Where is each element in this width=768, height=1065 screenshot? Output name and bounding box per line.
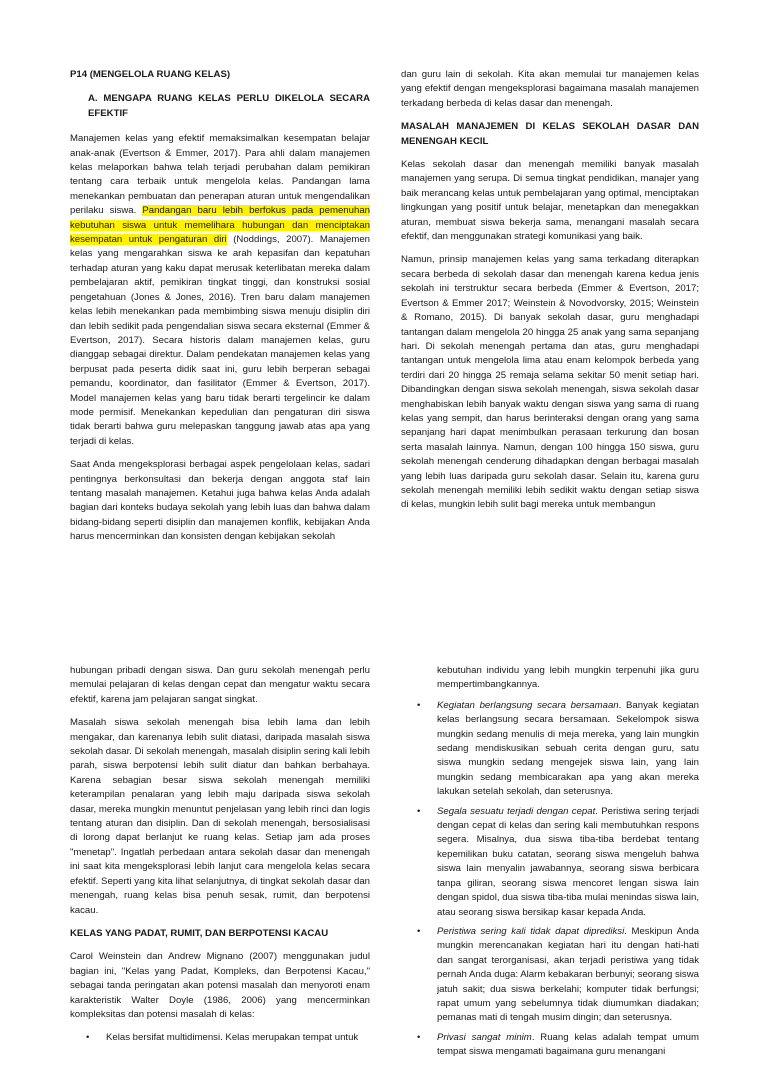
bullet-icon: • — [86, 1032, 90, 1044]
page-bottom — [0, 655, 768, 1058]
bullet-icon: • — [417, 805, 421, 817]
paragraph: hubungan pribadi dengan siswa. Dan guru sekolah menengah perlu memulai pelajaran di kelas dengan cepat dan mengatur waktu secara efektif, karena jam pelajaran sangat singkat. — [70, 665, 370, 705]
list-item — [401, 699, 699, 800]
paragraph: Namun, prinsip manajemen kelas yang sama terkadang diterapkan secara berbeda di sekolah dasar dan menengah karena kedua jenis sekolah ini terstruktur secara berbeda (Emmer & Evertson, 2017; Evertson & Emmer 2017; Weinstein & Novodvorsky, 2015; Weinstein & Romano, 2015). Di banyak sekolah dasar, guru menghadapi tantangan dalam mengelola 20 hingga 25 anak yang sama sepanjang hari. Di sekolah menengah pertama dan atas, guru menghadapi tantangan untuk mengelola lima atau enam kelompok berbeda yang terdiri dari 20 hingga 25 remaja selama sekitar 50 menit setiap hari. Dibandingkan dengan siswa sekolah menengah, siswa sekolah dasar menghabiskan lebih banyak waktu dengan siswa yang sama di ruang kelas yang sempit, dan harus berinteraksi dengan orang yang sama sepanjang hari dapat menimbulkan perasaan terkurung dan bosan serta masalah lainnya. Namun, dengan 100 hingga 150 siswa, guru sekolah menengah cenderung dihadapkan dengan berbagai masalah yang lebih luas daripada guru sekolah dasar. Selain itu, karena guru sekolah menengah memiliki lebih sedikit waktu dengan setiap siswa di kelas, mungkin lebih sulit bagi mereka untuk membangun — [401, 254, 699, 511]
list-item — [401, 805, 699, 920]
list-item — [70, 1031, 370, 1045]
top-left-column — [70, 68, 370, 554]
paragraph: kebutuhan individu yang lebih mungkin terpenuhi jika guru mempertimbangkannya. — [437, 665, 699, 691]
paragraph-text: (Noddings, 2007). Manajemen kelas yang mengarahkan siswa ke arah kepasifan dan kepatuhan terhadap aturan yang kaku dapat merusak keterlibatan mereka dalam pembelajaran aktif, pemikiran tingkat tinggi, dan konstruksi sosial pengetahuan (Jones & Jones, 2016). Tren baru dalam manajemen kelas lebih menekankan pada membimbing siswa menuju disiplin diri dan lebih sedikit pada pengendalian siswa secara eksternal (Emmer & Evertson, 2017). Secara historis dalam manajemen kelas, guru dianggap sebagai direktur. Dalam pendekatan manajemen kelas yang berpusat pada peserta didik saat ini, guru lebih berperan sebagai pemandu, koordinator, dan fasilitator (Emmer & Evertson, 2017). Model manajemen kelas yang baru tidak berarti tergelincir ke dalam mode permisif. Menekankan kepedulian dan pengaturan diri siswa tidak berarti bahwa guru melepaskan tanggung jawab atas apa yang terjadi di kelas. — [70, 234, 370, 447]
list-item-text: . Meskipun Anda mungkin merencanakan kegiatan hari itu dengan hati-hati dan sangat terorganisasi, akan terjadi peristiwa yang tidak pernah Anda duga: Alarm kebakaran berbunyi; seorang siswa jatuh sakit; dua siswa berkelahi; komputer tidak berfungsi; rapat umum yang sebelumnya tidak diumumkan diadakan; pemanas mati di tengah musim dingin; dan seterusnya. — [437, 925, 699, 1024]
list-item-term: Privasi sangat minim — [437, 1031, 532, 1043]
bottom-right-column — [401, 664, 699, 1065]
list-item — [401, 1031, 699, 1060]
paragraph: Kelas sekolah dasar dan menengah memiliki banyak masalah manajemen yang serupa. Di semua tingkat pendidikan, manajer yang baik merancang kelas untuk pembelajaran yang optimal, menciptakan lingkungan yang positif untuk belajar, menetapkan dan menegakkan aturan, membuat siswa bekerja sama, menangani masalah secara efektif, dan menggunakan strategi komunikasi yang baik. — [401, 159, 699, 243]
list-item-term: Kegiatan berlangsung secara bersamaan — [437, 699, 619, 711]
list-item-text: . Peristiwa sering terjadi dengan cepat di kelas dan sering kali membutuhkan respons segera. Misalnya, dua siswa tiba-tiba berdebat tentang kepemilikan buku catatan, seorang siswa mengeluh bahwa siswa lain menyalin jawabannya, seorang siswa berbicara tanpa giliran, seorang siswa mencoret lengan siswa lain dengan spidol, dua siswa tiba-tiba mulai menindas siswa lain, atau seorang siswa bersikap kasar kepada Anda. — [437, 805, 700, 918]
list-item-term: Segala sesuatu terjadi dengan cepat — [437, 805, 596, 817]
paragraph: Masalah siswa sekolah menengah bisa lebih lama dan lebih mengakar, dan karenanya lebih sulit diatasi, daripada masalah siswa sekolah dasar. Di sekolah menengah, masalah disiplin sering kali lebih parah, siswa berpotensi lebih sulit diatur dan bahkan berbahaya. Karena sebagian besar siswa sekolah menengah memiliki keterampilan penalaran yang lebih maju daripada siswa sekolah dasar, mereka mungkin menuntut penjelasan yang lebih rinci dan logis tentang aturan dan disiplin. Dan di sekolah menengah, bersosialisasi di lorong dapat berlanjut ke ruang kelas. Setiap jam ada proses "menetap". Ingatlah perbedaan antara sekolah dasar dan menengah ini saat kita mengeksplorasi lebih lanjut cara mengelola kelas secara efektif. Seperti yang kita lihat selanjutnya, di tingkat sekolah dasar dan menengah, ruang kelas bisa penuh sesak, rumit, dan berpotensi kacau. — [70, 717, 370, 916]
bullet-icon: • — [417, 1031, 421, 1043]
paragraph: dan guru lain di sekolah. Kita akan memulai tur manajemen kelas yang efektif dengan mengeksplorasi bagaimana masalah manajemen terkadang berbeda di kelas dasar dan menengah. — [401, 69, 699, 109]
list-item-text: . Banyak kegiatan kelas berlangsung secara bersamaan. Sekelompok siswa mungkin sedang menulis di meja mereka, yang lain mungkin sedang mendiskusikan sebuah cerita dengan guru, satu siswa mungkin sedang mengejek siswa lain, yang lain mungkin sedang membicarakan apa yang akan mereka lakukan setelah sekolah, dan seterusnya. — [437, 699, 699, 798]
paragraph: Saat Anda mengeksplorasi berbagai aspek pengelolaan kelas, sadari pentingnya berkonsultasi dan bekerja dengan anggota staf lain tentang masalah manajemen. Ketahui juga bahwa kelas Anda adalah bagian dari konteks budaya sekolah yang lebih luas dan bahwa dalam bidang-bidang seperti disiplin dan manajemen konflik, kebijakan Anda harus mencerminkan dan konsisten dengan kebijakan sekolah — [70, 459, 370, 543]
list-item-text: Kelas bersifat multidimensi. Kelas merupakan tempat untuk — [106, 1032, 359, 1044]
document-title: P14 (MENGELOLA RUANG KELAS) — [70, 69, 231, 80]
section-heading-a: A. MENGAPA RUANG KELAS PERLU DIKELOLA SECARA EFEKTIF — [88, 93, 370, 119]
bottom-left-column — [70, 664, 370, 1051]
bullet-list — [70, 1031, 370, 1045]
page-gap — [0, 580, 768, 655]
paragraph — [70, 132, 370, 449]
paragraph-text: Manajemen kelas yang efektif memaksimalkan kesempatan belajar anak-anak (Evertson & Emmer, 2017). Para ahli dalam manajemen kelas melaporkan bahwa telah terjadi perubahan dalam pemikiran tentang cara terbaik untuk mengelola kelas. Pandangan lama menekankan pembuatan dan penerapan aturan untuk mengendalikan perilaku siswa. — [70, 133, 370, 217]
section-heading: KELAS YANG PADAT, RUMIT, DAN BERPOTENSI KACAU — [70, 927, 329, 939]
bullet-icon: • — [417, 699, 421, 711]
list-item-term: Peristiwa sering kali tidak dapat diprediksi — [437, 925, 625, 937]
bullet-list — [401, 699, 699, 1060]
highlighted-text: Pandangan baru lebih berfokus pada pemenuhan kebutuhan siswa untuk memelihara hubungan dan menciptakan kesempatan untuk pengaturan diri — [70, 205, 370, 246]
section-heading: MASALAH MANAJEMEN DI KELAS SEKOLAH DASAR DAN MENENGAH KECIL — [401, 121, 699, 147]
top-right-column — [401, 68, 699, 522]
list-item — [401, 925, 699, 1026]
paragraph: Carol Weinstein dan Andrew Mignano (2007) menggunakan judul bagian ini, "Kelas yang Padat, Kompleks, dan Berpotensi Kacau," sebagai tanda peringatan akan potensi masalah dan menyoroti enam karakteristik Walter Doyle (1986, 2006) yang mencerminkan kompleksitas dan potensi masalah di kelas: — [70, 951, 370, 1020]
list-item-text: . Ruang kelas adalah tempat umum tempat siswa mengamati bagaimana guru menangani — [437, 1031, 700, 1058]
bullet-icon: • — [417, 925, 421, 937]
